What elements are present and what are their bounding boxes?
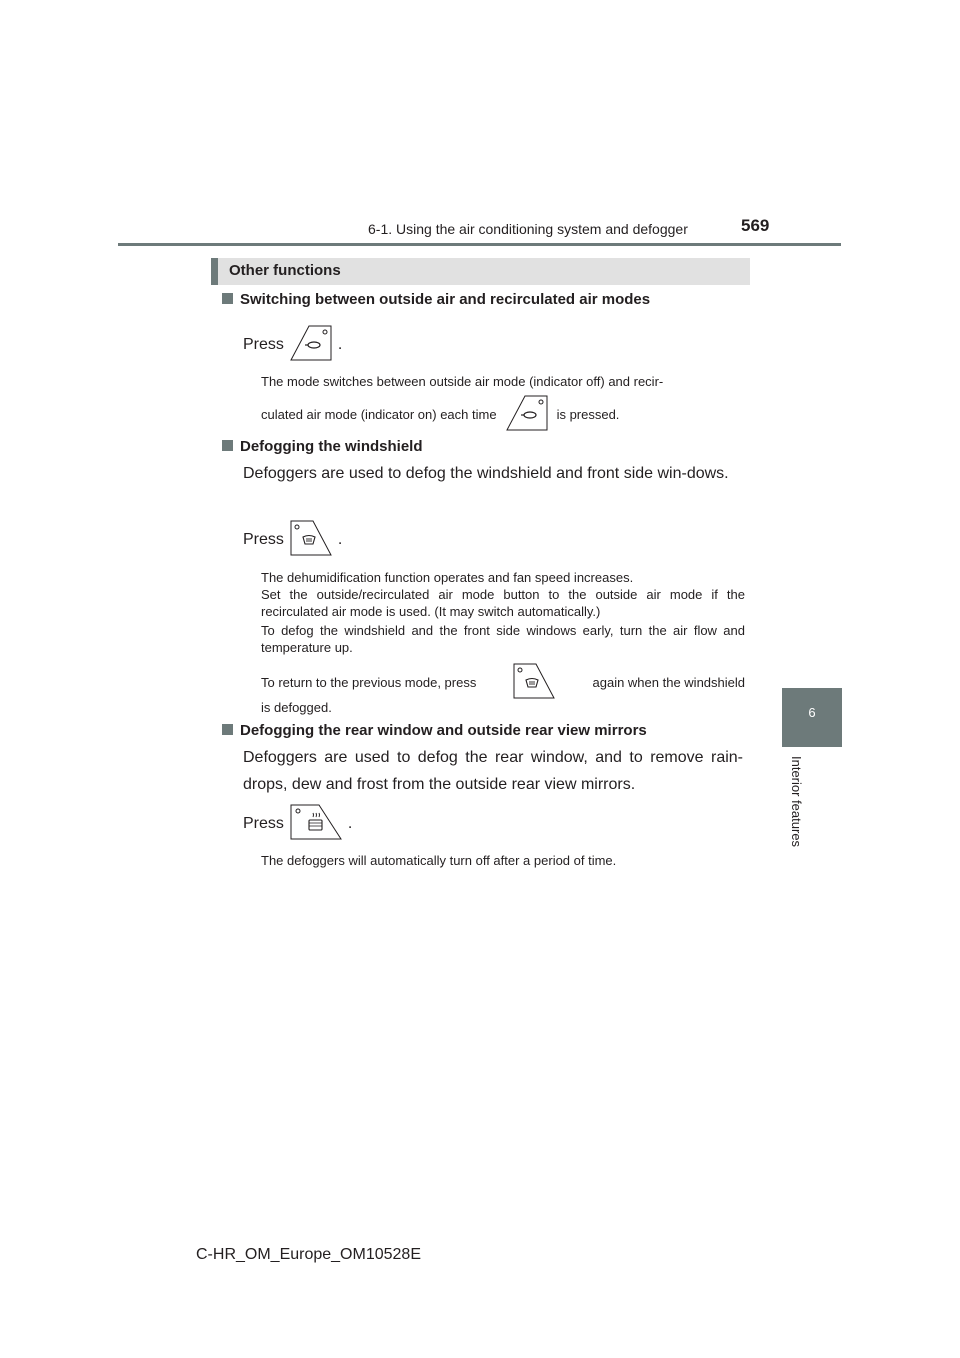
subheading-rear	[222, 722, 647, 739]
windshield-note4-line	[261, 662, 745, 702]
recirculation-button-icon	[505, 394, 549, 435]
section-title: Other functions	[229, 262, 341, 279]
press-recirculation-row	[243, 325, 342, 365]
windshield-note3: To defog the windshield and the front side windows early, turn the air flow and temperature up.	[261, 623, 745, 655]
windshield-note4-text-b: again when the windshield	[592, 674, 745, 690]
rear-note: The defoggers will automatically turn off after a period of time.	[261, 853, 617, 868]
press-windshield-row	[243, 520, 342, 560]
subheading-rear-text: Defogging the rear window and outside rear view mirrors	[240, 722, 647, 739]
header-divider	[118, 243, 841, 246]
press-end: .	[347, 815, 353, 832]
press-rear-row	[243, 804, 352, 844]
windshield-defogger-button-icon	[512, 662, 556, 703]
document-id: C-HR_OM_Europe_OM10528E	[196, 1246, 421, 1263]
windshield-note2: Set the outside/recirculated air mode button to the outside air mode if the recirculated air mode is used. (It may switch automatically.)	[261, 587, 745, 619]
windshield-note4-text-a: To return to the previous mode, press	[261, 674, 477, 690]
rear-body: Defoggers are used to defog the rear window, and to remove rain-drops, dew and frost from the outside rear view mirrors.	[243, 749, 743, 793]
bullet-square-icon	[222, 724, 233, 735]
bullet-square-icon	[222, 293, 233, 304]
press-label: Press	[243, 531, 284, 548]
subheading-recirculation-text: Switching between outside air and recirculated air modes	[240, 291, 651, 308]
subheading-windshield	[222, 438, 423, 455]
windshield-note4-end: is defogged.	[261, 700, 332, 715]
press-label: Press	[243, 336, 284, 353]
recirculation-note-text-a: culated air mode (indicator on) each time	[261, 406, 497, 422]
recirculation-note-text-b: is pressed.	[556, 406, 620, 422]
press-end: .	[337, 336, 343, 353]
recirculation-note-line2	[261, 394, 619, 434]
windshield-defogger-button-icon	[289, 519, 333, 562]
press-end: .	[337, 531, 343, 548]
recirculation-button-icon	[289, 324, 333, 367]
chapter-tab	[782, 688, 842, 747]
page-number: 569	[741, 216, 770, 235]
chapter-number: 6	[808, 705, 816, 720]
bullet-square-icon	[222, 440, 233, 451]
header-section-title: 6-1. Using the air conditioning system and defogger	[368, 221, 688, 237]
chapter-name: Interior features	[789, 756, 804, 848]
recirculation-note-line1: The mode switches between outside air mode (indicator off) and recir-	[261, 374, 664, 389]
subheading-windshield-text: Defogging the windshield	[240, 438, 423, 455]
subheading-recirculation	[222, 291, 650, 308]
windshield-body: Defoggers are used to defog the windshield and front side win-dows.	[243, 465, 729, 482]
press-label: Press	[243, 815, 284, 832]
section-header	[211, 258, 750, 285]
windshield-note1: The dehumidification function operates and fan speed increases.	[261, 570, 634, 585]
rear-defogger-button-icon	[289, 803, 343, 846]
